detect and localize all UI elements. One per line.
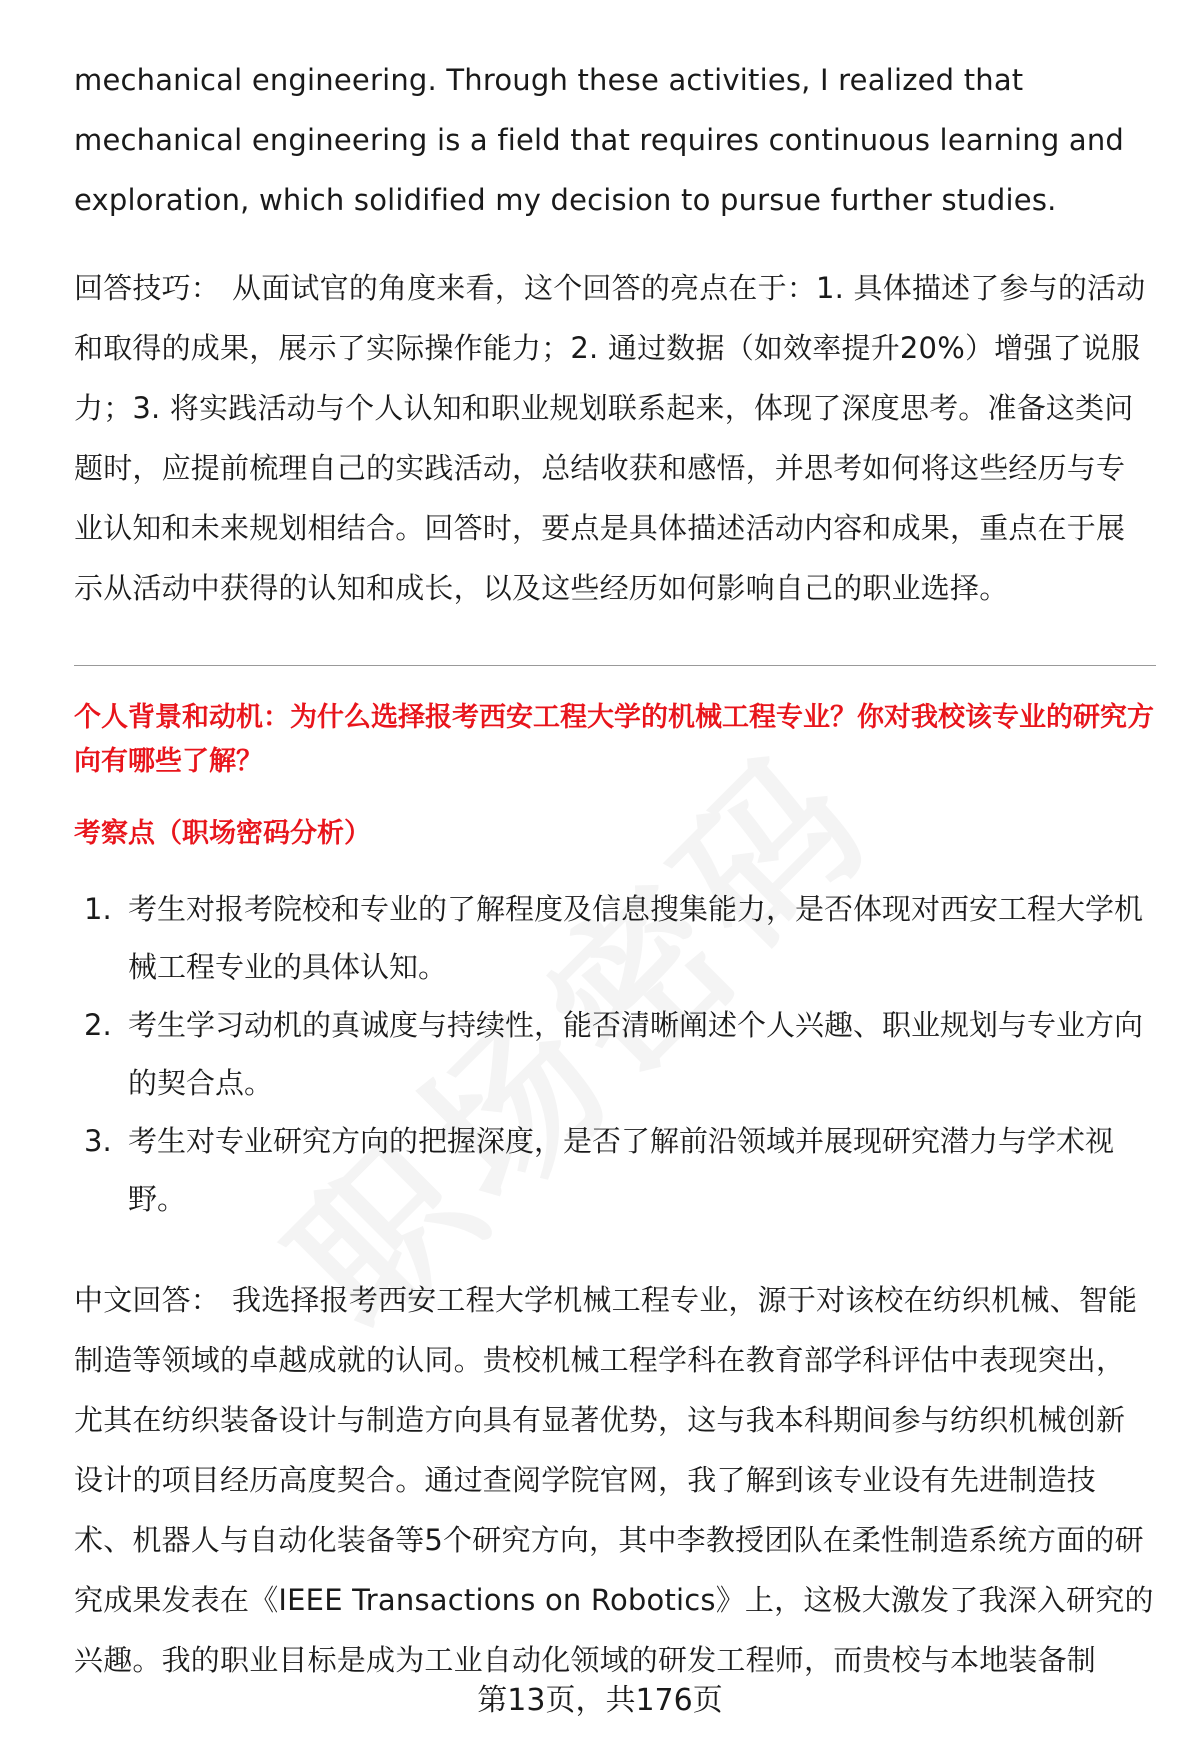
intro-paragraph: mechanical engineering. Through these activities, I realized that mechanical engineering is a field that requires continuous learning and exploration, which solidified my decision to pursue further studies.: [74, 63, 1125, 217]
list-item-number: 1.: [84, 892, 112, 926]
list-item-number: 3.: [84, 1124, 112, 1158]
section-divider: [74, 665, 1156, 666]
answer-text: 我选择报考西安工程大学机械工程专业，源于对该校在纺织机械、智能制造等领域的卓越成就的认同。贵校机械工程学科在教育部学科评估中表现突出，尤其在纺织装备设计与制造方向具有显著优势，这与我本科期间参与纺织机械创新设计的项目经历高度契合。通过查阅学院官网，我了解到该专业设有先进制造技术、机器人与自动化装备等5个研究方向，其中李教授团队在柔性制造系统方面的研究成果发表在《IEEE Transactions on Robotics》上，这极大激发了我深入研究的兴趣。我的职业目标是成为工业自动化领域的研发工程师，而贵校与本地装备制: [74, 1283, 1154, 1677]
answer-label: 中文回答：: [74, 1283, 221, 1317]
assessment-points-list: [74, 880, 1159, 1228]
list-item-text: 考生对报考院校和专业的了解程度及信息搜集能力，是否体现对西安工程大学机械工程专业的具体认知。: [128, 892, 1144, 984]
tips-paragraph: [74, 258, 1154, 618]
question-heading: 个人背景和动机：为什么选择报考西安工程大学的机械工程专业？你对我校该专业的研究方向有哪些了解？: [74, 702, 1154, 777]
answer-paragraph: [74, 1270, 1154, 1690]
list-item: [74, 880, 1159, 996]
list-item-text: 考生学习动机的真诚度与持续性，能否清晰阐述个人兴趣、职业规划与专业方向的契合点。: [128, 1008, 1144, 1100]
list-item: [74, 996, 1159, 1112]
list-item-text: 考生对专业研究方向的把握深度，是否了解前沿领域并展现研究潜力与学术视野。: [128, 1124, 1115, 1216]
list-item: [74, 1112, 1159, 1228]
tips-label: 回答技巧：: [74, 271, 221, 305]
assessment-subheading: 考察点（职场密码分析）: [74, 818, 371, 849]
tips-text: 从面试官的角度来看，这个回答的亮点在于：1. 具体描述了参与的活动和取得的成果，展示了实际操作能力；2. 通过数据（如效率提升20%）增强了说服力；3. 将实践活动与个人认知和职业规划联系起来，体现了深度思考。准备这类问题时，应提前梳理自己的实践活动，总结收获和感悟，并思考如何将这些经历与专业认知和未来规划相结合。回答时，要点是具体描述活动内容和成果，重点在于展示从活动中获得的认知和成长，以及这些经历如何影响自己的职业选择。: [74, 271, 1146, 605]
page-number: 第13页，共176页: [477, 1683, 723, 1718]
list-item-number: 2.: [84, 1008, 112, 1042]
